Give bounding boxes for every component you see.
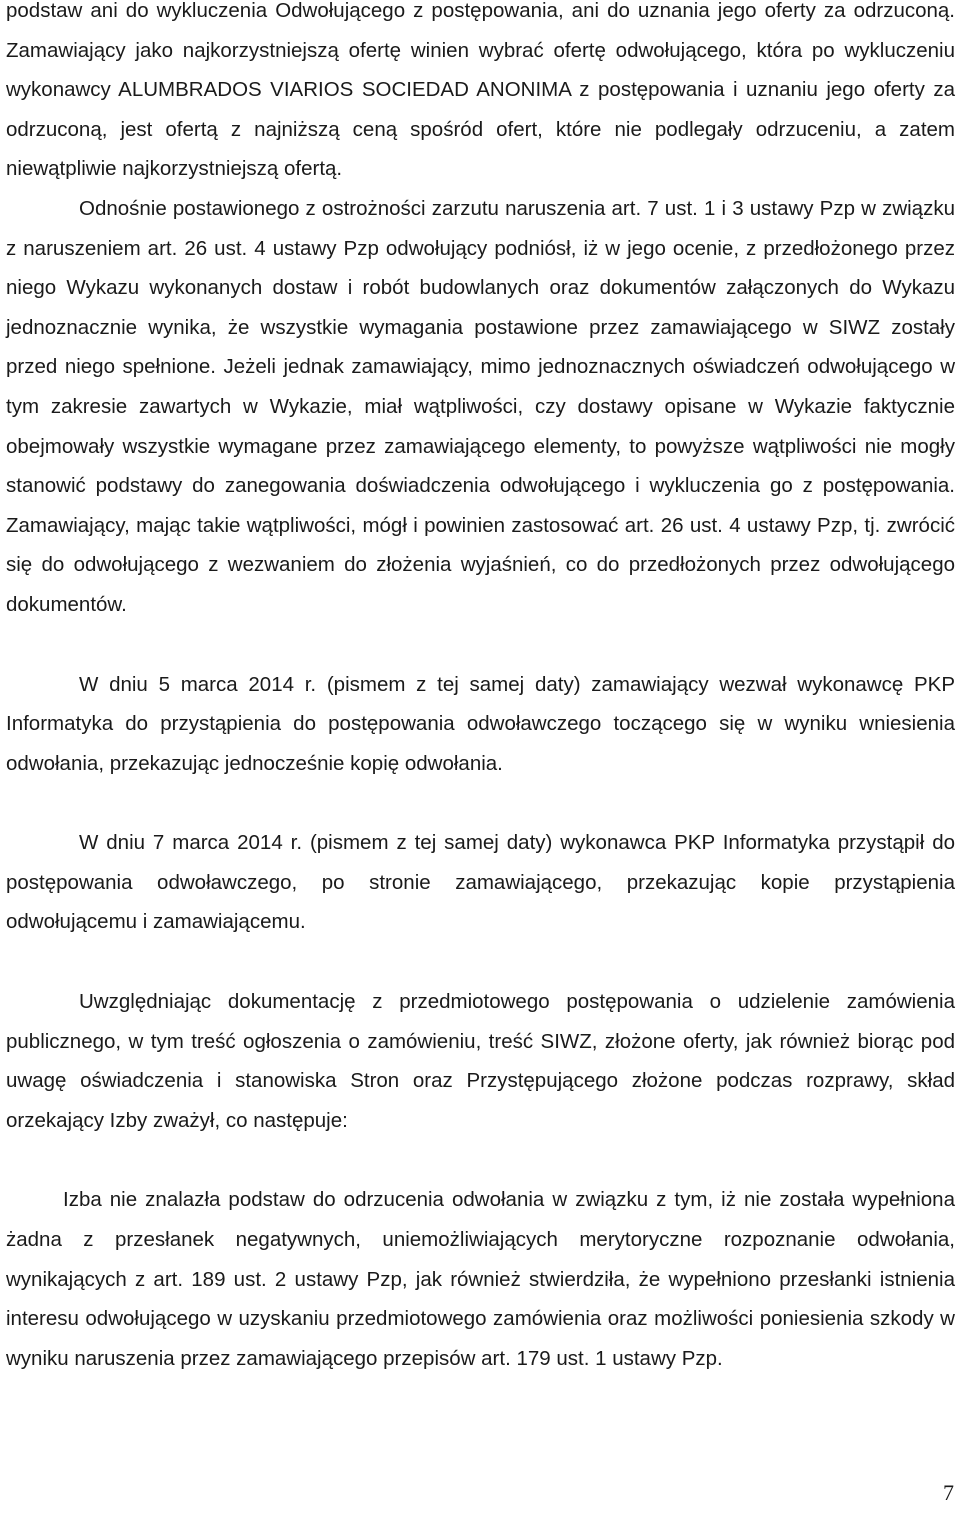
paragraph-continuation: podstaw ani do wykluczenia Odwołującego z postępowania, ani do uznania jego oferty za odrzuconą. Zamawiający jako najkorzystniejszą ofertę winien wybrać ofertę odwołującego, która po wykluczeniu wykonawcy ALUMBRADOS VIARIOS SOCIEDAD ANONIMA z postępowania i uznaniu jego oferty za odrzuconą, jest ofertą z najniższą ceną spośród ofert, które nie podlegały odrzuceniu, a zatem niewątpliwie najkorzystniejszą ofertą. (6, 0, 955, 181)
paragraph-zarzut-art-7: Odnośnie postawionego z ostrożności zarzutu naruszenia art. 7 ust. 1 i 3 ustawy Pzp w związku z naruszeniem art. 26 ust. 4 ustawy Pzp odwołujący podniósł, iż w jego ocenie, z przedłożonego przez niego Wykazu wykonanych dostaw i robót budowlanych oraz dokumentów załączonych do Wykazu jednoznacznie wynika, że wszystkie wymagania postawione przez zamawiającego w SIWZ zostały przed niego spełnione. Jeżeli jednak zamawiający, mimo jednoznacznych oświadczeń odwołującego w tym zakresie zawartych w Wykazie, miał wątpliwości, czy dostawy opisane w Wykazie faktycznie obejmowały wszystkie wymagane przez zamawiającego elementy, to powyższe wątpliwości nie mogły stanowić podstawy do zanegowania doświadczenia odwołującego i wykluczenia go z postępowania. Zamawiający, mając takie wątpliwości, mógł i powinien zastosować art. 26 ust. 4 ustawy Pzp, tj. zwrócić się do odwołującego z wezwaniem do złożenia wyjaśnień, co do przedłożonych przez odwołującego dokumentów. (6, 196, 955, 616)
document-page (6, 0, 955, 1378)
paragraph-uwzgledniajac: Uwzględniając dokumentację z przedmiotowego postępowania o udzielenie zamówienia publicznego, w tym treść ogłoszenia o zamówieniu, treść SIWZ, złożone oferty, jak również biorąc pod uwagę oświadczenia i stanowiska Stron oraz Przystępującego złożone podczas rozprawy, skład orzekający Izby zważył, co następuje: (6, 990, 955, 1132)
paragraph-7-marca: W dniu 7 marca 2014 r. (pismem z tej samej daty) wykonawca PKP Informatyka przystąpił do postępowania odwoławczego, po stronie zamawiającego, przekazując kopie przystąpienia odwołującemu i zamawiającemu. (6, 831, 955, 934)
paragraph-5-marca: W dniu 5 marca 2014 r. (pismem z tej samej daty) zamawiający wezwał wykonawcę PKP Informatyka do przystąpienia do postępowania odwoławczego toczącego się w wyniku wniesienia odwołania, przekazując jednocześnie kopię odwołania. (6, 672, 955, 775)
paragraph-izba: Izba nie znalazła podstaw do odrzucenia odwołania w związku z tym, iż nie została wypełniona żadna z przesłanek negatywnych, uniemożliwiających merytoryczne rozpoznanie odwołania, wynikających z art. 189 ust. 2 ustawy Pzp, jak również stwierdziła, że wypełniono przesłanki istnienia interesu odwołującego w uzyskaniu przedmiotowego zamówienia oraz możliwości poniesienia szkody w wyniku naruszenia przez zamawiającego przepisów art. 179 ust. 1 ustawy Pzp. (6, 1188, 955, 1370)
page-number: 7 (943, 1480, 954, 1505)
